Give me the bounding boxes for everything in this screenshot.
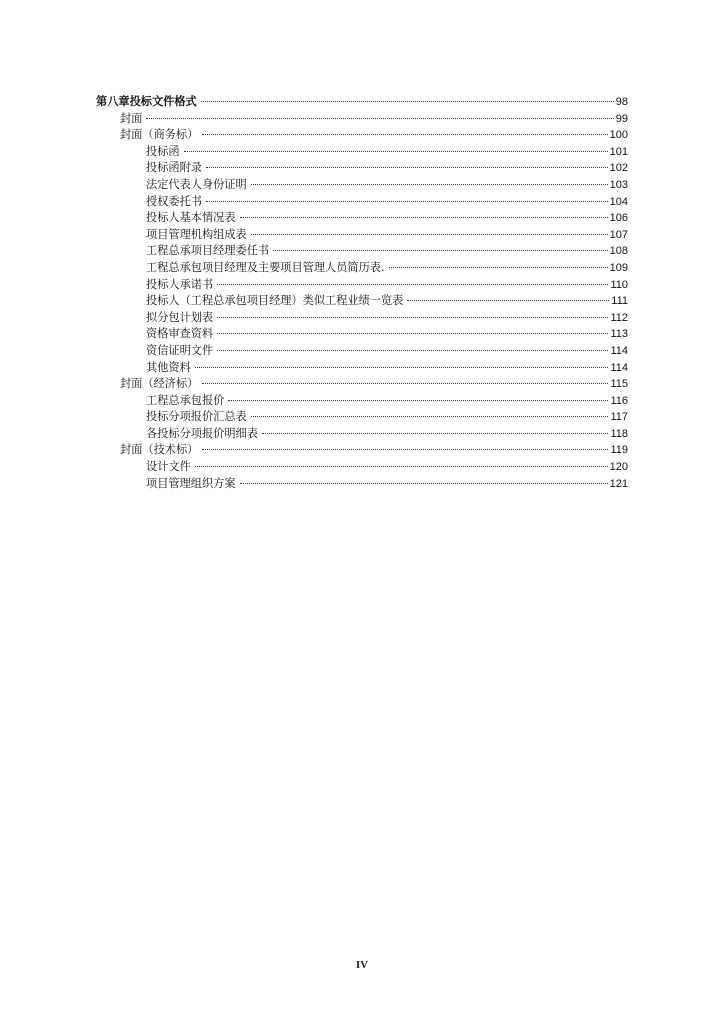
toc-entry-page: 113	[610, 328, 628, 341]
toc-entry-title: 投标函	[146, 144, 180, 158]
toc-entry[interactable]	[96, 376, 628, 393]
toc-entry-title: 投标人基本情况表	[146, 211, 236, 225]
toc-entry-page: 100	[609, 129, 628, 142]
toc-entry-title: 法定代表人身份证明	[146, 177, 247, 191]
toc-entry-page: 103	[609, 178, 628, 191]
toc-entry-page: 120	[609, 461, 628, 474]
toc-entry-page: 116	[610, 394, 628, 407]
toc-entry-title: 项目管理组织方案	[146, 476, 236, 490]
toc-entry[interactable]	[96, 343, 628, 360]
toc-leader-dots	[240, 482, 608, 484]
toc-entry-chapter-8[interactable]	[96, 94, 628, 111]
toc-leader-dots	[251, 415, 609, 417]
toc-entry[interactable]	[96, 393, 628, 410]
toc-entry-title: 封面（商务标）	[120, 128, 199, 142]
toc-entry[interactable]	[96, 459, 628, 476]
toc-entry-page: 109	[609, 261, 628, 274]
toc-entry-title: 封面	[120, 111, 143, 125]
toc-entry-page: 107	[609, 228, 628, 241]
toc-entry-title: 资格审查资料	[146, 327, 214, 341]
toc-leader-dots	[228, 399, 608, 401]
toc-entry[interactable]	[96, 210, 628, 227]
toc-entry-page: 115	[610, 378, 628, 391]
toc-entry-title: 投标函附录	[146, 161, 202, 175]
toc-entry-title: 其他资料	[146, 360, 191, 374]
toc-entry-title: 封面（经济标）	[120, 377, 199, 391]
toc-leader-dots	[217, 349, 608, 351]
toc-leader-dots	[202, 382, 608, 384]
toc-entry[interactable]	[96, 442, 628, 459]
toc-entry[interactable]	[96, 243, 628, 260]
toc-entry[interactable]	[96, 227, 628, 244]
toc-leader-dots	[202, 133, 607, 135]
toc-entry-page: 110	[610, 278, 628, 291]
toc-entry-title: 项目管理机构组成表	[146, 227, 247, 241]
toc-entry-page: 119	[610, 444, 628, 457]
toc-entry[interactable]	[96, 360, 628, 377]
toc-entry[interactable]	[96, 409, 628, 426]
table-of-contents	[96, 94, 628, 492]
toc-entry-page: 98	[615, 96, 628, 108]
toc-entry-title: 封面（技术标）	[120, 443, 199, 457]
toc-entry[interactable]	[96, 260, 628, 277]
toc-entry-title: 资信证明文件	[146, 343, 214, 357]
toc-entry[interactable]	[96, 293, 628, 310]
toc-entry-page: 118	[610, 427, 628, 440]
toc-leader-dots	[217, 332, 608, 334]
toc-leader-dots	[217, 283, 608, 285]
page-number: IV	[355, 959, 369, 971]
toc-leader-dots	[273, 249, 608, 251]
toc-leader-dots	[251, 233, 608, 235]
toc-entry-page: 121	[609, 477, 628, 490]
toc-entry-title: 投标人承诺书	[146, 277, 214, 291]
toc-entry[interactable]	[96, 177, 628, 194]
toc-entry-title: 授权委托书	[146, 194, 202, 208]
toc-leader-dots	[184, 150, 608, 152]
toc-entry-title: 投标人（工程总承包项目经理）类似工程业绩一览表	[146, 294, 404, 308]
toc-leader-dots	[206, 200, 608, 202]
toc-entry[interactable]	[96, 326, 628, 343]
toc-entry[interactable]	[96, 111, 628, 128]
toc-entry-page: 101	[609, 145, 628, 158]
toc-leader-dots	[202, 448, 608, 450]
toc-entry[interactable]	[96, 277, 628, 294]
toc-entry-page: 102	[609, 162, 628, 175]
toc-leader-dots	[206, 166, 608, 168]
toc-entry-title: 工程总承项目经理委任书	[146, 244, 270, 258]
toc-entry-title: 设计文件	[146, 460, 191, 474]
toc-entry-title: 各投标分项报价明细表	[146, 426, 258, 440]
toc-entry[interactable]	[96, 476, 628, 493]
toc-entry-page: 111	[611, 295, 628, 308]
toc-entry-page: 99	[615, 112, 628, 125]
toc-entry[interactable]	[96, 144, 628, 161]
toc-entry-title: 工程总承包项目经理及主要项目管理人员简历表.	[146, 260, 385, 274]
toc-entry-page: 114	[610, 361, 628, 374]
toc-entry-page: 112	[610, 311, 628, 324]
toc-leader-dots	[201, 100, 614, 102]
toc-entry[interactable]	[96, 127, 628, 144]
toc-leader-dots	[251, 183, 608, 185]
toc-leader-dots	[240, 216, 608, 218]
toc-entry-page: 104	[609, 195, 628, 208]
toc-leader-dots	[217, 316, 608, 318]
toc-entry-title: 拟分包计划表	[146, 310, 214, 324]
toc-entry-page: 106	[609, 212, 628, 225]
toc-entry-page: 114	[610, 344, 628, 357]
toc-leader-dots	[195, 366, 609, 368]
toc-leader-dots	[146, 117, 613, 119]
toc-leader-dots	[407, 299, 609, 301]
toc-entry-title: 投标分项报价汇总表	[146, 410, 247, 424]
toc-entry[interactable]	[96, 426, 628, 443]
toc-entry-page: 108	[609, 245, 628, 258]
toc-entry[interactable]	[96, 194, 628, 211]
toc-entry-page: 117	[610, 411, 628, 424]
toc-entry-title: 第八章投标文件格式	[96, 95, 197, 108]
toc-entry[interactable]	[96, 160, 628, 177]
toc-leader-dots	[389, 266, 608, 268]
toc-leader-dots	[195, 465, 608, 467]
toc-leader-dots	[262, 432, 609, 434]
toc-entry-title: 工程总承包报价	[146, 393, 225, 407]
toc-entry[interactable]	[96, 310, 628, 327]
